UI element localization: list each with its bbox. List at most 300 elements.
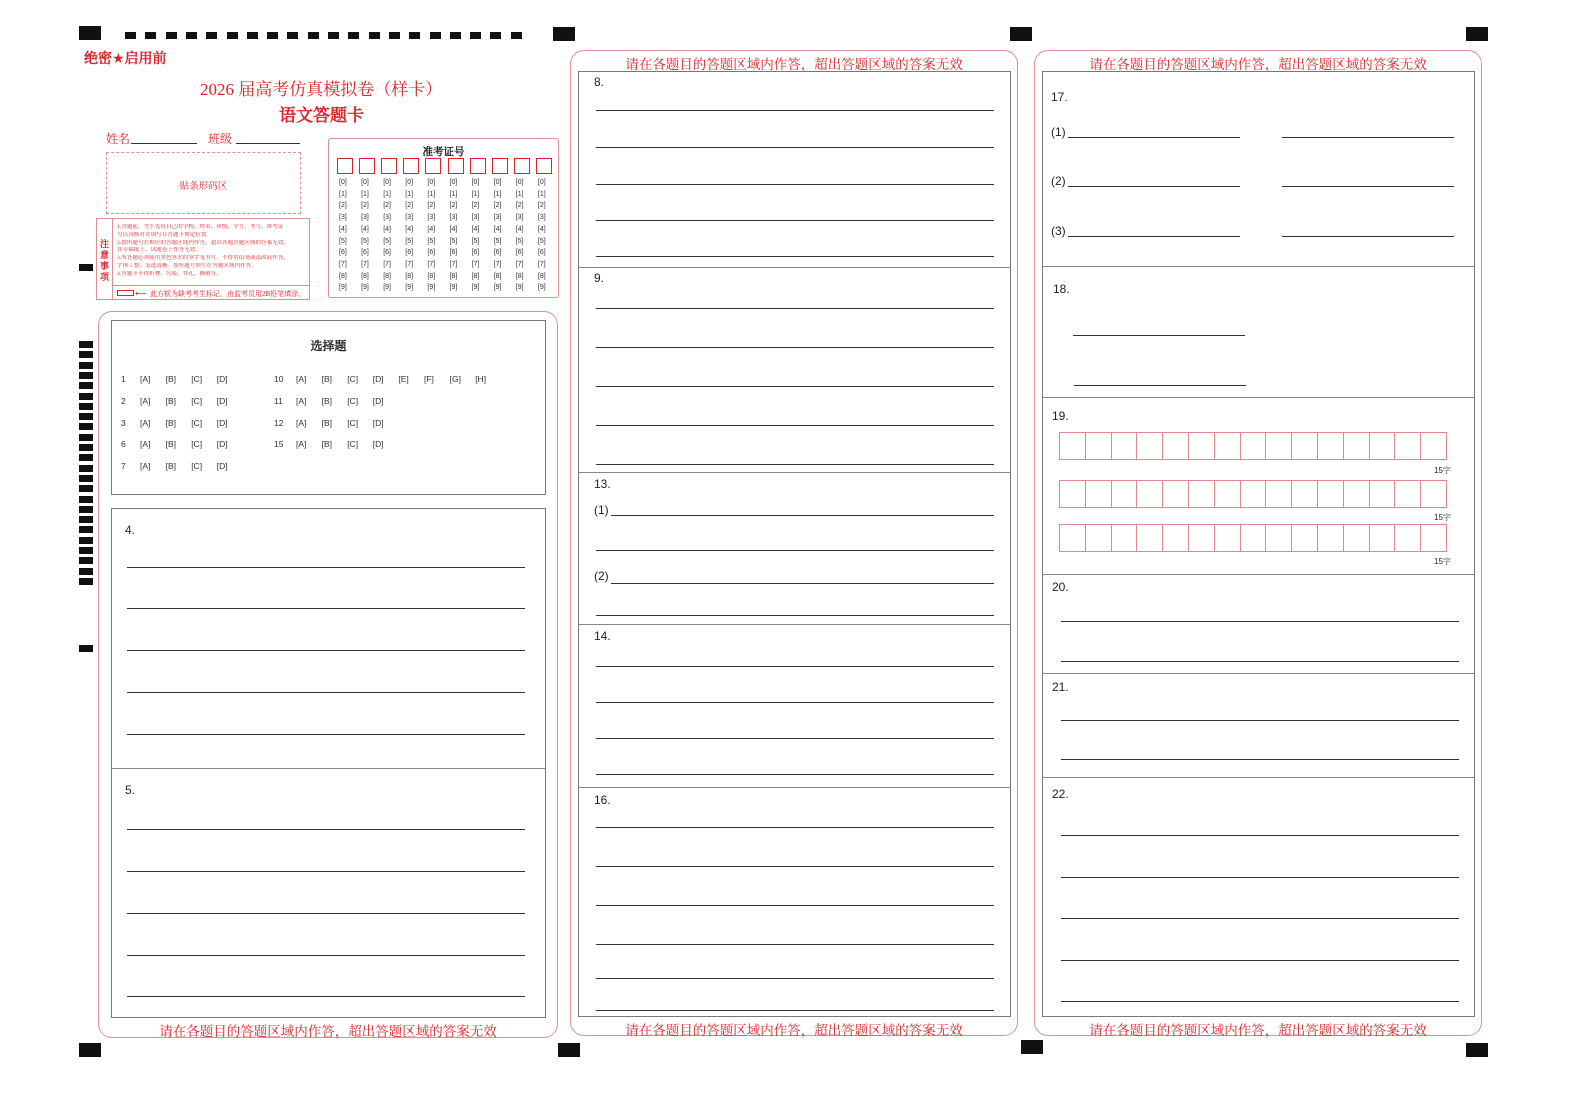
- question-22[interactable]: [1043, 777, 1474, 1018]
- writing-grid-cell[interactable]: [1291, 432, 1318, 460]
- question-18[interactable]: [1043, 266, 1474, 397]
- admission-bubble[interactable]: [1]: [427, 190, 436, 198]
- admission-bubble[interactable]: [6]: [515, 249, 524, 257]
- writing-grid-cell[interactable]: [1240, 432, 1267, 460]
- admission-bubble[interactable]: [4]: [427, 225, 436, 233]
- writing-grid-cell[interactable]: [1317, 432, 1344, 460]
- admission-bubble[interactable]: [4]: [471, 225, 480, 233]
- admission-bubble[interactable]: [5]: [405, 237, 414, 245]
- admission-bubble[interactable]: [0]: [537, 179, 546, 186]
- answer-line[interactable]: [596, 738, 994, 739]
- choice-option[interactable]: [B]: [165, 461, 176, 472]
- writing-grid-cell[interactable]: [1369, 432, 1396, 460]
- choice-option[interactable]: [D]: [216, 417, 228, 428]
- answer-line[interactable]: [596, 347, 994, 348]
- writing-grid-cell[interactable]: [1085, 524, 1112, 552]
- choice-option[interactable]: [B]: [321, 395, 332, 406]
- admission-bubble[interactable]: [9]: [493, 284, 502, 292]
- question-17[interactable]: [1043, 72, 1474, 266]
- writing-grid-cell[interactable]: [1394, 524, 1421, 552]
- writing-grid-cell[interactable]: [1162, 524, 1189, 552]
- answer-line[interactable]: [1061, 661, 1459, 662]
- choice-number: 1: [121, 374, 126, 384]
- answer-line[interactable]: [1061, 621, 1459, 622]
- writing-grid-cell[interactable]: [1394, 480, 1421, 508]
- question-number: 5.: [125, 783, 136, 797]
- admission-bubble[interactable]: [1]: [515, 190, 524, 198]
- writing-grid-row: [1059, 524, 1446, 552]
- admission-bubble[interactable]: [2]: [405, 202, 414, 210]
- admission-bubble[interactable]: [7]: [339, 260, 347, 268]
- admission-bubble[interactable]: [4]: [449, 225, 458, 233]
- choice-option[interactable]: [A]: [140, 395, 151, 406]
- admission-bubble[interactable]: [8]: [405, 272, 414, 280]
- answer-line[interactable]: [1282, 137, 1454, 138]
- writing-grid-cell[interactable]: [1291, 480, 1318, 508]
- admission-bubble[interactable]: [0]: [405, 179, 414, 186]
- answer-line[interactable]: [1061, 759, 1459, 760]
- timing-mark: [409, 32, 420, 39]
- admission-bubble[interactable]: [2]: [339, 202, 347, 210]
- admission-bubble[interactable]: [6]: [449, 249, 458, 257]
- writing-grid-cell[interactable]: [1085, 480, 1112, 508]
- choice-option[interactable]: [A]: [296, 395, 307, 406]
- admission-bubble[interactable]: [5]: [537, 237, 546, 245]
- answer-line[interactable]: [596, 666, 994, 667]
- writing-grid-cell[interactable]: [1317, 480, 1344, 508]
- writing-grid-cell[interactable]: [1317, 524, 1344, 552]
- answer-line[interactable]: [127, 913, 525, 914]
- admission-digit-box[interactable]: [536, 158, 552, 174]
- admission-bubble[interactable]: [3]: [471, 214, 480, 222]
- admission-bubble[interactable]: [5]: [383, 237, 391, 245]
- writing-grid-cell[interactable]: [1240, 480, 1267, 508]
- sub-question-3: (3): [1051, 224, 1066, 238]
- writing-grid-cell[interactable]: [1420, 480, 1447, 508]
- writing-grid-cell[interactable]: [1136, 432, 1163, 460]
- admission-bubble[interactable]: [8]: [449, 272, 458, 280]
- writing-grid-cell[interactable]: [1214, 524, 1241, 552]
- absent-note: 此方框为缺考考生标记，由监考员用2B铅笔填涂。: [150, 290, 306, 298]
- answer-line[interactable]: [596, 110, 994, 111]
- answer-line[interactable]: [596, 184, 994, 185]
- sub-question-2: (2): [594, 569, 609, 583]
- answer-line[interactable]: [1061, 918, 1459, 919]
- question-13[interactable]: [579, 472, 1010, 624]
- admission-digit-box[interactable]: [337, 158, 353, 174]
- barcode-area: [106, 152, 301, 214]
- sub-question-1: (1): [594, 503, 609, 517]
- writing-grid-cell[interactable]: [1369, 480, 1396, 508]
- admission-bubble[interactable]: [8]: [361, 272, 369, 280]
- choice-option[interactable]: [B]: [321, 374, 332, 384]
- admission-bubble[interactable]: [1]: [449, 190, 458, 198]
- question-20[interactable]: [1043, 574, 1474, 673]
- admission-bubble[interactable]: [4]: [537, 225, 546, 233]
- writing-grid-cell[interactable]: [1343, 432, 1370, 460]
- choice-option[interactable]: [C]: [347, 417, 359, 428]
- choice-option[interactable]: [D]: [372, 395, 384, 406]
- answer-line[interactable]: [1061, 877, 1459, 878]
- admission-bubble[interactable]: [5]: [515, 237, 524, 245]
- admission-bubble[interactable]: [7]: [493, 260, 502, 268]
- choice-option[interactable]: [A]: [140, 417, 151, 428]
- admission-digit-box[interactable]: [492, 158, 508, 174]
- admission-bubble[interactable]: [9]: [361, 284, 369, 292]
- admission-bubble[interactable]: [3]: [405, 214, 414, 222]
- admission-digit-box[interactable]: [470, 158, 486, 174]
- admission-bubble[interactable]: [3]: [383, 214, 391, 222]
- choice-option[interactable]: [H]: [475, 374, 487, 384]
- choice-option[interactable]: [D]: [216, 374, 228, 384]
- choice-option[interactable]: [A]: [296, 439, 307, 450]
- admission-digit-box[interactable]: [514, 158, 530, 174]
- admission-bubble[interactable]: [1]: [493, 190, 502, 198]
- admission-bubble[interactable]: [7]: [383, 260, 391, 268]
- admission-bubble[interactable]: [1]: [537, 190, 546, 198]
- answer-line[interactable]: [1061, 1001, 1459, 1002]
- choice-option[interactable]: [B]: [165, 439, 176, 450]
- answer-line[interactable]: [596, 905, 994, 906]
- question-19[interactable]: [1043, 397, 1474, 574]
- answer-line[interactable]: [596, 702, 994, 703]
- writing-grid-cell[interactable]: [1420, 432, 1447, 460]
- admission-bubble[interactable]: [7]: [471, 260, 480, 268]
- writing-grid-cell[interactable]: [1162, 480, 1189, 508]
- admission-bubble[interactable]: [6]: [383, 249, 391, 257]
- writing-grid-cell[interactable]: [1111, 432, 1138, 460]
- writing-grid-cell[interactable]: [1059, 480, 1086, 508]
- timing-mark: [79, 351, 93, 358]
- character-count: 15字: [1434, 513, 1451, 522]
- answer-line[interactable]: [1061, 720, 1459, 721]
- warning-text: 请在各题目的答题区域内作答，超出答题区域的答案无效: [625, 57, 963, 72]
- admission-bubble[interactable]: [4]: [515, 225, 524, 233]
- writing-grid-cell[interactable]: [1214, 432, 1241, 460]
- admission-bubble[interactable]: [3]: [361, 214, 369, 222]
- admission-bubble[interactable]: [7]: [537, 260, 546, 268]
- answer-line[interactable]: [1068, 186, 1240, 187]
- admission-bubble[interactable]: [8]: [427, 272, 436, 280]
- admission-bubble[interactable]: [6]: [537, 249, 546, 257]
- admission-bubble[interactable]: [4]: [361, 225, 369, 233]
- admission-bubble[interactable]: [0]: [383, 179, 391, 186]
- admission-bubble[interactable]: [9]: [405, 284, 414, 292]
- writing-grid-cell[interactable]: [1214, 480, 1241, 508]
- admission-bubble[interactable]: [8]: [515, 272, 524, 280]
- answer-line[interactable]: [596, 147, 994, 148]
- admission-bubble[interactable]: [1]: [383, 190, 391, 198]
- admission-bubble[interactable]: [5]: [361, 237, 369, 245]
- admission-digit-box[interactable]: [425, 158, 441, 174]
- admission-bubble[interactable]: [8]: [383, 272, 391, 280]
- writing-grid-cell[interactable]: [1059, 524, 1086, 552]
- answer-line[interactable]: [127, 692, 525, 693]
- choice-option[interactable]: [B]: [165, 374, 176, 384]
- answer-line[interactable]: [127, 734, 525, 735]
- admission-bubble[interactable]: [0]: [427, 179, 436, 186]
- answer-line[interactable]: [596, 550, 994, 551]
- answer-line[interactable]: [596, 464, 994, 465]
- answer-line[interactable]: [596, 978, 994, 979]
- choice-option[interactable]: [D]: [216, 461, 228, 472]
- choice-option[interactable]: [E]: [398, 374, 409, 384]
- choice-option[interactable]: [A]: [296, 374, 307, 384]
- admission-digit-box[interactable]: [381, 158, 397, 174]
- admission-bubble[interactable]: [9]: [339, 284, 347, 292]
- class-field[interactable]: [236, 143, 300, 144]
- admission-bubble[interactable]: [4]: [383, 225, 391, 233]
- choice-option[interactable]: [G]: [449, 374, 461, 384]
- admission-bubble[interactable]: [3]: [493, 214, 502, 222]
- class-label: 班级: [208, 132, 233, 146]
- admission-bubble[interactable]: [0]: [493, 179, 502, 186]
- admission-bubble[interactable]: [2]: [361, 202, 369, 210]
- answer-line[interactable]: [1282, 236, 1454, 237]
- writing-grid-cell[interactable]: [1343, 480, 1370, 508]
- answer-line[interactable]: [596, 944, 994, 945]
- choice-number: 2: [121, 395, 126, 406]
- timing-mark: [79, 372, 93, 379]
- answer-line[interactable]: [1068, 137, 1240, 138]
- name-field[interactable]: [131, 143, 197, 144]
- admission-bubble[interactable]: [2]: [493, 202, 502, 210]
- writing-grid-cell[interactable]: [1136, 480, 1163, 508]
- question-9[interactable]: [579, 267, 1010, 472]
- choice-option[interactable]: [D]: [372, 417, 384, 428]
- admission-bubble[interactable]: [5]: [339, 237, 347, 245]
- admission-bubble[interactable]: [4]: [405, 225, 414, 233]
- writing-grid-cell[interactable]: [1265, 432, 1292, 460]
- admission-bubble[interactable]: [1]: [339, 190, 347, 198]
- admission-bubble[interactable]: [6]: [471, 249, 480, 257]
- choice-option[interactable]: [A]: [140, 439, 151, 450]
- admission-bubble[interactable]: [3]: [537, 214, 546, 222]
- timing-mark: [206, 32, 217, 39]
- admission-bubble[interactable]: [9]: [471, 284, 480, 292]
- answer-line[interactable]: [127, 955, 525, 956]
- choice-option[interactable]: [A]: [296, 417, 307, 428]
- answer-line[interactable]: [596, 386, 994, 387]
- admission-bubble[interactable]: [5]: [449, 237, 458, 245]
- choice-number: 6: [121, 439, 126, 450]
- answer-line[interactable]: [611, 583, 994, 584]
- answer-line[interactable]: [1061, 960, 1459, 961]
- answer-line[interactable]: [596, 866, 994, 867]
- notice-text: [117, 224, 307, 279]
- timing-mark: [79, 403, 93, 410]
- question-8[interactable]: [579, 72, 1010, 267]
- admission-bubble[interactable]: [8]: [493, 272, 502, 280]
- admission-bubble[interactable]: [9]: [383, 284, 391, 292]
- choice-option[interactable]: [C]: [191, 374, 203, 384]
- answer-line[interactable]: [1282, 186, 1454, 187]
- admission-bubble[interactable]: [2]: [537, 202, 546, 210]
- choice-option[interactable]: [C]: [347, 374, 359, 384]
- barcode-label: 贴条形码区: [179, 182, 228, 192]
- admission-bubble[interactable]: [5]: [493, 237, 502, 245]
- answer-line[interactable]: [596, 1010, 994, 1011]
- admission-bubble[interactable]: [7]: [449, 260, 458, 268]
- question-14[interactable]: [579, 624, 1010, 787]
- writing-grid-cell[interactable]: [1162, 432, 1189, 460]
- warning-text: 请在各题目的答题区域内作答，超出答题区域的答案无效: [625, 1023, 963, 1038]
- writing-grid-cell[interactable]: [1343, 524, 1370, 552]
- question-4[interactable]: [112, 509, 545, 768]
- admission-bubble[interactable]: [1]: [471, 190, 480, 198]
- choice-option[interactable]: [D]: [216, 439, 228, 450]
- choice-option[interactable]: [D]: [372, 374, 384, 384]
- choice-number: 3: [121, 417, 126, 428]
- timing-mark: [79, 434, 93, 441]
- answer-line[interactable]: [127, 608, 525, 609]
- question-5[interactable]: [112, 768, 545, 1018]
- choice-option[interactable]: [D]: [372, 439, 384, 450]
- answer-line[interactable]: [596, 220, 994, 221]
- admission-bubble[interactable]: [1]: [361, 190, 369, 198]
- writing-grid-cell[interactable]: [1394, 432, 1421, 460]
- answer-line[interactable]: [1068, 236, 1240, 237]
- answer-line[interactable]: [127, 829, 525, 830]
- choice-option[interactable]: [C]: [191, 417, 203, 428]
- admission-bubble[interactable]: [6]: [339, 249, 347, 257]
- timing-mark: [79, 526, 93, 533]
- admission-bubble[interactable]: [0]: [449, 179, 458, 186]
- choice-option[interactable]: [B]: [321, 439, 332, 450]
- answer-line[interactable]: [596, 256, 994, 257]
- timing-mark: [430, 32, 441, 39]
- admission-bubble[interactable]: [3]: [449, 214, 458, 222]
- admission-bubble[interactable]: [0]: [339, 179, 347, 186]
- notice-box: 注意事项 1.答题前，考生先将自己的学校、姓名、班级、学号、考号、准考证 号认真核对并填写在答题卡规定位置。 2.按所题号在相应的答题区域内作答，超出各题答题区域的答案无效， 在草稿纸上、试题卷上作答无效。 3.所答题必须使用黑色签水的签字笔书写，不得用铅笔或涂改液作答， 字体工整、笔迹清晰。按所题号填写在答题区域内作答。 4.答题卡不得折叠、污染、穿孔、撕破等。 ⟵ 此方框为缺考考生标记，由监考员用2B铅笔填涂。: [96, 218, 310, 300]
- admission-bubble[interactable]: [2]: [515, 202, 524, 210]
- writing-grid-cell[interactable]: [1059, 432, 1086, 460]
- choice-option[interactable]: [A]: [140, 461, 151, 472]
- admission-bubble[interactable]: [1]: [405, 190, 414, 198]
- choice-option[interactable]: [C]: [191, 439, 203, 450]
- admission-bubble[interactable]: [8]: [471, 272, 480, 280]
- writing-grid-cell[interactable]: [1291, 524, 1318, 552]
- choice-number: 7: [121, 461, 126, 472]
- admission-bubble[interactable]: [9]: [427, 284, 436, 292]
- admission-bubble[interactable]: [0]: [471, 179, 480, 186]
- admission-digit-box[interactable]: [359, 158, 375, 174]
- admission-bubble[interactable]: [8]: [537, 272, 546, 280]
- writing-grid-cell[interactable]: [1188, 480, 1215, 508]
- admission-bubble[interactable]: [3]: [515, 214, 524, 222]
- admission-bubble[interactable]: [5]: [471, 237, 480, 245]
- choice-option[interactable]: [C]: [191, 461, 203, 472]
- timing-mark: [79, 413, 93, 420]
- admission-box: [328, 138, 559, 298]
- writing-grid-cell[interactable]: [1188, 524, 1215, 552]
- admission-bubble[interactable]: [8]: [339, 272, 347, 280]
- writing-grid-cell[interactable]: [1265, 524, 1292, 552]
- answer-line[interactable]: [127, 871, 525, 872]
- question-21[interactable]: [1043, 673, 1474, 777]
- notice-line: 1.答题前，考生先将自己的学校、姓名、班级、学号、考号、准考证: [117, 224, 284, 230]
- answer-line[interactable]: [596, 774, 994, 775]
- answer-line[interactable]: [127, 650, 525, 651]
- admission-bubble[interactable]: [4]: [493, 225, 502, 233]
- answer-line[interactable]: [1074, 385, 1246, 386]
- character-count: 15字: [1434, 466, 1451, 475]
- writing-grid-cell[interactable]: [1111, 480, 1138, 508]
- choice-option[interactable]: [D]: [216, 395, 228, 406]
- admission-bubble[interactable]: [0]: [361, 179, 369, 186]
- choice-option[interactable]: [C]: [347, 395, 359, 406]
- answer-line[interactable]: [611, 515, 994, 516]
- absent-checkbox[interactable]: [117, 290, 134, 296]
- admission-bubble[interactable]: [2]: [383, 202, 391, 210]
- admission-bubble[interactable]: [6]: [427, 249, 436, 257]
- writing-grid-cell[interactable]: [1240, 524, 1267, 552]
- admission-digit-box[interactable]: [403, 158, 419, 174]
- writing-grid-cell[interactable]: [1265, 480, 1292, 508]
- admission-bubble[interactable]: [2]: [471, 202, 480, 210]
- admission-bubble[interactable]: [3]: [427, 214, 436, 222]
- admission-bubble[interactable]: [6]: [361, 249, 369, 257]
- admission-bubble[interactable]: [9]: [449, 284, 458, 292]
- admission-bubble[interactable]: [9]: [537, 284, 546, 292]
- admission-bubble[interactable]: [2]: [427, 202, 436, 210]
- question-number: 4.: [125, 523, 136, 537]
- admission-digit-box[interactable]: [448, 158, 464, 174]
- answer-line[interactable]: [596, 308, 994, 309]
- timing-mark: [328, 32, 339, 39]
- choice-option[interactable]: [B]: [165, 395, 176, 406]
- admission-bubble[interactable]: [7]: [405, 260, 414, 268]
- writing-grid-cell[interactable]: [1111, 524, 1138, 552]
- choice-option[interactable]: [B]: [321, 417, 332, 428]
- choice-option[interactable]: [B]: [165, 417, 176, 428]
- answer-line[interactable]: [596, 425, 994, 426]
- writing-grid-cell[interactable]: [1420, 524, 1447, 552]
- admission-bubble[interactable]: [6]: [493, 249, 502, 257]
- admission-bubble[interactable]: [3]: [339, 214, 347, 222]
- choice-option[interactable]: [A]: [140, 374, 151, 384]
- question-number: 9.: [594, 271, 605, 285]
- admission-bubble[interactable]: [7]: [515, 260, 524, 268]
- answer-line[interactable]: [1073, 335, 1245, 336]
- writing-grid-cell[interactable]: [1136, 524, 1163, 552]
- admission-bubble[interactable]: [6]: [405, 249, 414, 257]
- answer-line[interactable]: [596, 615, 994, 616]
- admission-bubble[interactable]: [5]: [427, 237, 436, 245]
- writing-grid-cell[interactable]: [1085, 432, 1112, 460]
- admission-bubble[interactable]: [0]: [515, 179, 524, 186]
- secret-label: 绝密★启用前: [84, 50, 167, 66]
- writing-grid-cell[interactable]: [1188, 432, 1215, 460]
- admission-bubble[interactable]: [4]: [339, 225, 347, 233]
- admission-bubble[interactable]: [7]: [361, 260, 369, 268]
- timing-mark: [369, 32, 380, 39]
- answer-line[interactable]: [127, 996, 525, 997]
- answer-line[interactable]: [596, 827, 994, 828]
- answer-line[interactable]: [1061, 835, 1459, 836]
- answer-area-right: [1042, 71, 1475, 1017]
- admission-bubble[interactable]: [9]: [515, 284, 524, 292]
- question-16[interactable]: [579, 787, 1010, 1018]
- admission-bubble[interactable]: [2]: [449, 202, 458, 210]
- choice-option[interactable]: [C]: [191, 395, 203, 406]
- choice-option[interactable]: [F]: [424, 374, 434, 384]
- choice-option[interactable]: [C]: [347, 439, 359, 450]
- answer-panel-left: [98, 311, 558, 1038]
- writing-grid-cell[interactable]: [1369, 524, 1396, 552]
- answer-line[interactable]: [127, 567, 525, 568]
- admission-bubble[interactable]: [7]: [427, 260, 436, 268]
